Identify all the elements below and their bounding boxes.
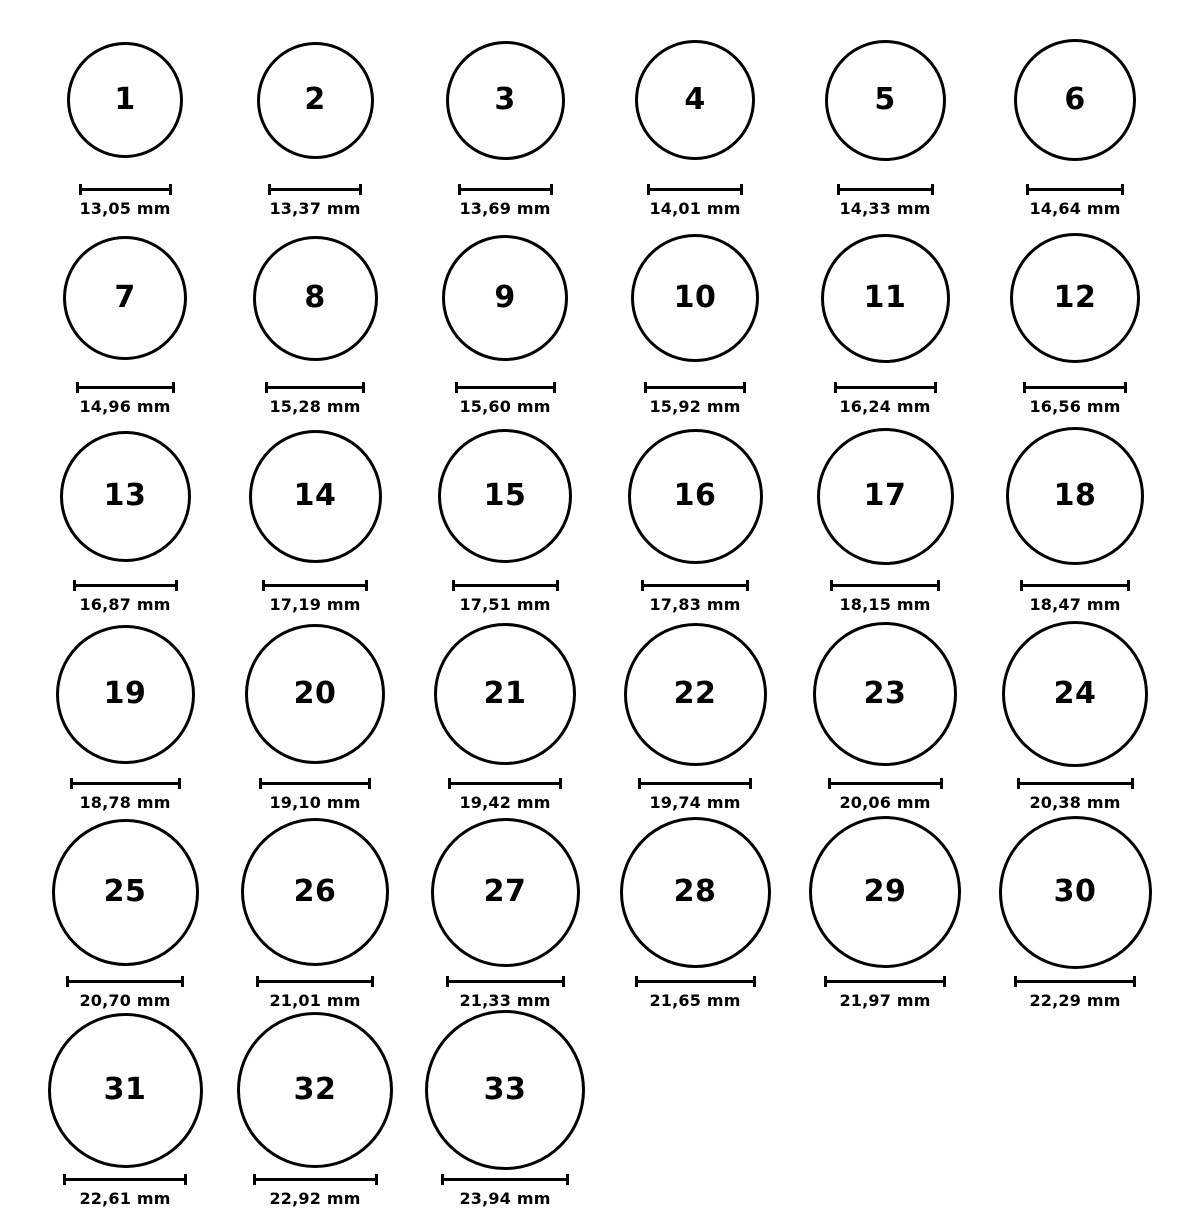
ring-circle-wrap — [410, 416, 600, 576]
diameter-label: 19,42 mm — [459, 793, 551, 812]
ring-size-cell — [220, 20, 410, 218]
diameter-measure — [980, 778, 1170, 812]
diameter-label: 22,29 mm — [1029, 991, 1121, 1010]
ring-size-cell — [790, 812, 980, 1010]
ring-circle-wrap — [790, 416, 980, 576]
diameter-label: 14,01 mm — [649, 199, 741, 218]
ring-circle-wrap — [30, 1010, 220, 1170]
ring-circle — [821, 234, 950, 363]
diameter-measure — [220, 976, 410, 1010]
measure-bar-icon — [265, 382, 365, 392]
measure-bar-icon — [446, 976, 565, 986]
ring-circle-wrap — [980, 20, 1170, 180]
diameter-measure — [980, 184, 1170, 218]
diameter-label: 18,78 mm — [79, 793, 171, 812]
ring-size-number: 10 — [673, 280, 717, 315]
ring-size-number: 21 — [483, 676, 527, 711]
ring-circle — [67, 42, 183, 158]
diameter-label: 20,38 mm — [1029, 793, 1121, 812]
ring-size-number: 8 — [304, 280, 326, 315]
measure-bar-icon — [647, 184, 743, 194]
ring-size-cell — [410, 416, 600, 614]
ring-size-cell — [980, 20, 1170, 218]
measure-bar-icon — [1017, 778, 1134, 788]
ring-circle — [253, 236, 378, 361]
ring-circle-wrap — [220, 812, 410, 972]
diameter-measure — [790, 580, 980, 614]
diameter-measure — [600, 778, 790, 812]
measure-bar-icon — [66, 976, 184, 986]
diameter-label: 18,15 mm — [839, 595, 931, 614]
ring-size-number: 29 — [863, 874, 907, 909]
measure-bar-icon — [824, 976, 946, 986]
diameter-measure — [30, 976, 220, 1010]
diameter-label: 21,97 mm — [839, 991, 931, 1010]
measure-bar-icon — [638, 778, 752, 788]
ring-circle-wrap — [220, 416, 410, 576]
ring-circle — [257, 42, 374, 159]
measure-bar-icon — [830, 580, 940, 590]
ring-circle — [48, 1013, 203, 1168]
ring-size-number: 23 — [863, 676, 907, 711]
diameter-label: 13,37 mm — [269, 199, 361, 218]
measure-bar-icon — [259, 778, 371, 788]
ring-size-number: 2 — [304, 82, 326, 117]
diameter-measure — [30, 778, 220, 812]
diameter-label: 15,92 mm — [649, 397, 741, 416]
ring-circle — [631, 234, 759, 362]
ring-size-cell — [30, 416, 220, 614]
ring-circle — [434, 623, 576, 765]
diameter-label: 13,05 mm — [79, 199, 171, 218]
ring-circle-wrap — [410, 1010, 600, 1170]
ring-size-cell — [600, 812, 790, 1010]
measure-bar-icon — [635, 976, 756, 986]
ring-circle-wrap — [600, 416, 790, 576]
ring-size-cell — [790, 20, 980, 218]
diameter-label: 16,24 mm — [839, 397, 931, 416]
ring-circle-wrap — [410, 812, 600, 972]
ring-size-number: 7 — [114, 280, 136, 315]
diameter-label: 20,06 mm — [839, 793, 931, 812]
measure-bar-icon — [452, 580, 559, 590]
measure-bar-icon — [458, 184, 553, 194]
diameter-label: 13,69 mm — [459, 199, 551, 218]
ring-size-number: 24 — [1053, 676, 1097, 711]
diameter-measure — [600, 580, 790, 614]
ring-circle — [1006, 427, 1144, 565]
ring-size-number: 13 — [103, 478, 147, 513]
diameter-label: 19,74 mm — [649, 793, 741, 812]
ring-circle-wrap — [30, 218, 220, 378]
ring-circle — [56, 625, 195, 764]
ring-size-cell — [600, 218, 790, 416]
diameter-measure — [980, 976, 1170, 1010]
measure-bar-icon — [76, 382, 175, 392]
diameter-measure — [600, 976, 790, 1010]
diameter-measure — [30, 580, 220, 614]
ring-size-number: 6 — [1064, 82, 1086, 117]
ring-circle — [52, 819, 199, 966]
ring-circle-wrap — [30, 614, 220, 774]
measure-bar-icon — [262, 580, 368, 590]
diameter-label: 14,64 mm — [1029, 199, 1121, 218]
diameter-label: 15,60 mm — [459, 397, 551, 416]
diameter-label: 22,61 mm — [79, 1189, 171, 1208]
ring-circle — [813, 622, 957, 766]
ring-size-number: 11 — [863, 280, 907, 315]
diameter-label: 22,92 mm — [269, 1189, 361, 1208]
ring-size-number: 15 — [483, 478, 527, 513]
diameter-measure — [790, 778, 980, 812]
ring-size-number: 9 — [494, 280, 516, 315]
ring-circle — [60, 431, 191, 562]
ring-circle — [825, 40, 946, 161]
diameter-measure — [220, 184, 410, 218]
diameter-measure — [790, 382, 980, 416]
ring-circle — [1010, 233, 1140, 363]
ring-size-number: 33 — [483, 1072, 527, 1107]
measure-bar-icon — [834, 382, 937, 392]
ring-size-grid — [0, 20, 1200, 1208]
ring-size-number: 18 — [1053, 478, 1097, 513]
ring-circle-wrap — [30, 20, 220, 180]
diameter-label: 15,28 mm — [269, 397, 361, 416]
measure-bar-icon — [837, 184, 934, 194]
ring-size-number: 27 — [483, 874, 527, 909]
ring-circle-wrap — [980, 218, 1170, 378]
measure-bar-icon — [828, 778, 943, 788]
ring-circle-wrap — [220, 20, 410, 180]
diameter-label: 17,19 mm — [269, 595, 361, 614]
ring-size-number: 17 — [863, 478, 907, 513]
diameter-measure — [410, 184, 600, 218]
ring-circle — [1002, 621, 1148, 767]
diameter-label: 21,33 mm — [459, 991, 551, 1010]
measure-bar-icon — [644, 382, 746, 392]
ring-size-cell — [30, 1010, 220, 1208]
diameter-measure — [30, 1174, 220, 1208]
ring-circle — [431, 818, 580, 967]
ring-circle — [624, 623, 767, 766]
ring-size-number: 30 — [1053, 874, 1097, 909]
ring-size-number: 31 — [103, 1072, 147, 1107]
ring-circle — [620, 817, 771, 968]
diameter-measure — [220, 580, 410, 614]
ring-circle — [237, 1012, 393, 1168]
ring-circle — [817, 428, 954, 565]
ring-size-number: 5 — [874, 82, 896, 117]
ring-size-cell — [410, 812, 600, 1010]
diameter-measure — [790, 184, 980, 218]
diameter-measure — [980, 580, 1170, 614]
measure-bar-icon — [268, 184, 362, 194]
measure-bar-icon — [1020, 580, 1130, 590]
measure-bar-icon — [256, 976, 374, 986]
ring-size-cell — [220, 614, 410, 812]
measure-bar-icon — [1014, 976, 1136, 986]
ring-size-cell — [220, 1010, 410, 1208]
ring-circle-wrap — [30, 812, 220, 972]
diameter-label: 19,10 mm — [269, 793, 361, 812]
ring-size-cell — [790, 218, 980, 416]
diameter-label: 17,83 mm — [649, 595, 741, 614]
diameter-measure — [220, 1174, 410, 1208]
ring-size-cell — [30, 812, 220, 1010]
ring-size-cell — [220, 218, 410, 416]
diameter-measure — [410, 778, 600, 812]
measure-bar-icon — [441, 1174, 569, 1184]
ring-size-number: 25 — [103, 874, 147, 909]
ring-size-cell — [30, 20, 220, 218]
diameter-label: 17,51 mm — [459, 595, 551, 614]
ring-circle — [63, 236, 187, 360]
diameter-label: 21,65 mm — [649, 991, 741, 1010]
ring-size-cell — [980, 812, 1170, 1010]
ring-size-number: 19 — [103, 676, 147, 711]
ring-circle — [425, 1010, 585, 1170]
ring-size-cell — [600, 20, 790, 218]
ring-size-cell — [30, 218, 220, 416]
measure-bar-icon — [455, 382, 556, 392]
diameter-label: 14,33 mm — [839, 199, 931, 218]
ring-circle-wrap — [980, 812, 1170, 972]
ring-size-cell — [790, 416, 980, 614]
ring-size-number: 4 — [684, 82, 706, 117]
ring-size-cell — [790, 614, 980, 812]
ring-circle-wrap — [790, 614, 980, 774]
ring-circle — [438, 429, 572, 563]
ring-size-cell — [410, 218, 600, 416]
diameter-label: 14,96 mm — [79, 397, 171, 416]
ring-size-cell — [220, 812, 410, 1010]
ring-circle — [446, 41, 565, 160]
diameter-measure — [410, 976, 600, 1010]
ring-size-cell — [980, 614, 1170, 812]
diameter-label: 18,47 mm — [1029, 595, 1121, 614]
diameter-measure — [410, 382, 600, 416]
ring-circle-wrap — [790, 20, 980, 180]
ring-size-number: 16 — [673, 478, 717, 513]
ring-size-number: 12 — [1053, 280, 1097, 315]
ring-circle — [249, 430, 382, 563]
ring-circle-wrap — [30, 416, 220, 576]
diameter-measure — [600, 382, 790, 416]
ring-size-number: 32 — [293, 1072, 337, 1107]
ring-circle-wrap — [980, 614, 1170, 774]
diameter-label: 21,01 mm — [269, 991, 361, 1010]
ring-size-number: 22 — [673, 676, 717, 711]
diameter-measure — [790, 976, 980, 1010]
ring-size-number: 1 — [114, 82, 136, 117]
measure-bar-icon — [70, 778, 181, 788]
diameter-measure — [980, 382, 1170, 416]
ring-circle-wrap — [220, 218, 410, 378]
ring-circle — [1014, 39, 1136, 161]
diameter-measure — [410, 1174, 600, 1208]
ring-size-cell — [410, 20, 600, 218]
measure-bar-icon — [1023, 382, 1127, 392]
diameter-label: 16,87 mm — [79, 595, 171, 614]
diameter-measure — [600, 184, 790, 218]
ring-circle — [245, 624, 385, 764]
diameter-label: 23,94 mm — [459, 1189, 551, 1208]
ring-size-cell — [980, 416, 1170, 614]
ring-circle — [999, 816, 1152, 969]
measure-bar-icon — [73, 580, 178, 590]
measure-bar-icon — [1026, 184, 1124, 194]
ring-circle-wrap — [790, 218, 980, 378]
ring-size-cell — [410, 614, 600, 812]
diameter-label: 20,70 mm — [79, 991, 171, 1010]
diameter-measure — [30, 382, 220, 416]
ring-size-cell — [30, 614, 220, 812]
diameter-measure — [220, 382, 410, 416]
ring-circle — [442, 235, 568, 361]
ring-size-number: 3 — [494, 82, 516, 117]
ring-size-number: 20 — [293, 676, 337, 711]
ring-circle-wrap — [790, 812, 980, 972]
ring-circle — [628, 429, 763, 564]
diameter-measure — [220, 778, 410, 812]
measure-bar-icon — [79, 184, 172, 194]
ring-circle-wrap — [600, 812, 790, 972]
ring-circle-wrap — [600, 218, 790, 378]
ring-circle-wrap — [980, 416, 1170, 576]
measure-bar-icon — [448, 778, 562, 788]
measure-bar-icon — [63, 1174, 187, 1184]
ring-size-cell — [600, 416, 790, 614]
ring-circle-wrap — [410, 218, 600, 378]
ring-size-number: 28 — [673, 874, 717, 909]
ring-circle-wrap — [220, 614, 410, 774]
ring-circle-wrap — [600, 20, 790, 180]
ring-size-number: 26 — [293, 874, 337, 909]
diameter-measure — [30, 184, 220, 218]
ring-circle — [809, 816, 961, 968]
diameter-measure — [410, 580, 600, 614]
diameter-label: 16,56 mm — [1029, 397, 1121, 416]
ring-size-cell — [600, 614, 790, 812]
measure-bar-icon — [641, 580, 749, 590]
ring-size-cell — [220, 416, 410, 614]
measure-bar-icon — [253, 1174, 378, 1184]
ring-circle-wrap — [220, 1010, 410, 1170]
ring-circle — [241, 818, 389, 966]
ring-circle-wrap — [600, 614, 790, 774]
ring-circle-wrap — [410, 614, 600, 774]
ring-circle — [635, 40, 755, 160]
ring-circle-wrap — [410, 20, 600, 180]
ring-size-cell — [980, 218, 1170, 416]
ring-size-cell — [410, 1010, 600, 1208]
ring-size-number: 14 — [293, 478, 337, 513]
